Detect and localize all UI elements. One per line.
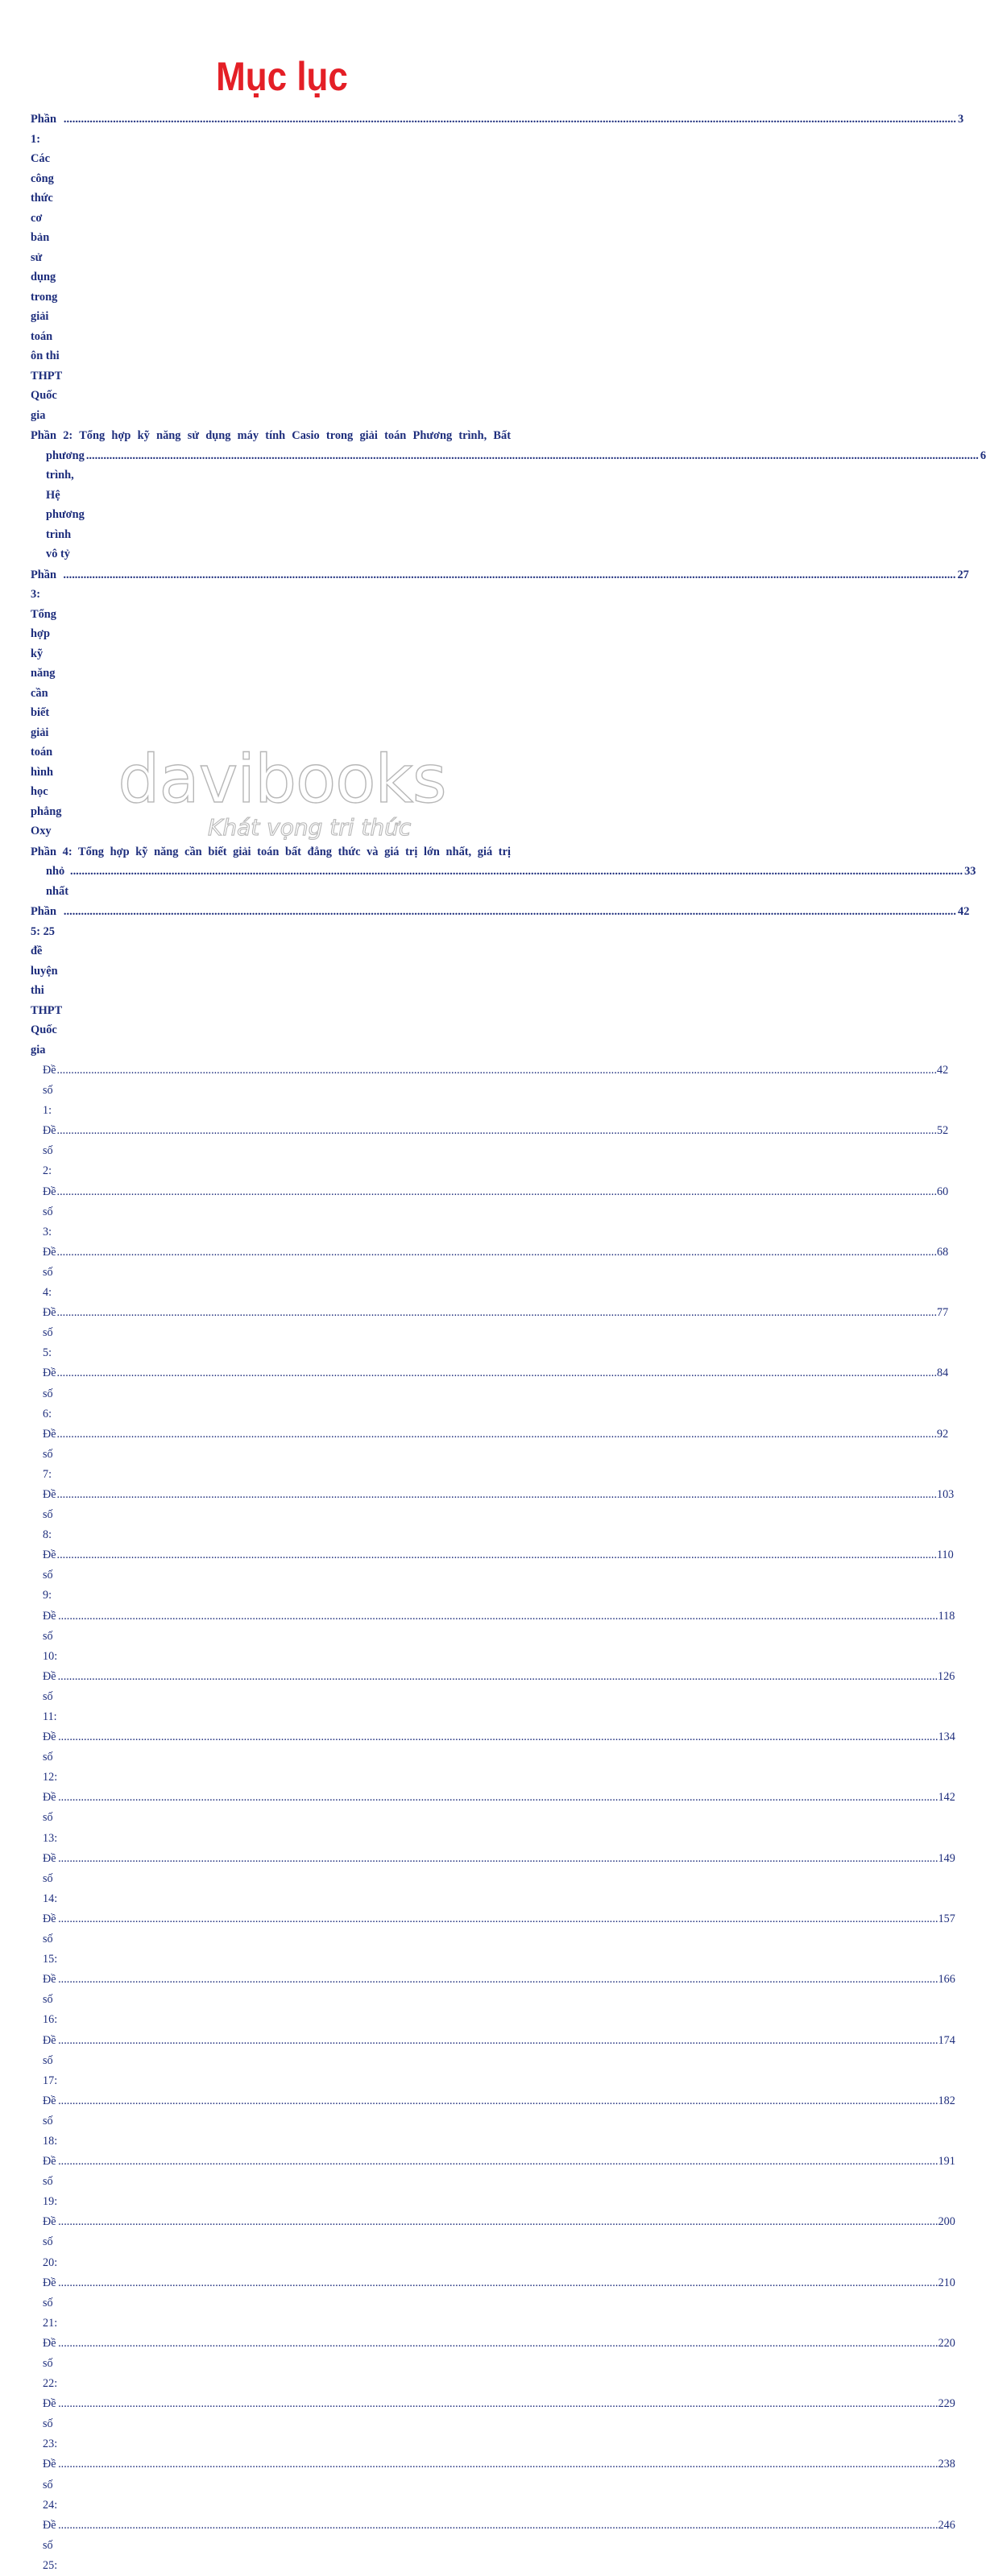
watermark-brand: davibooks <box>118 742 446 818</box>
toc-exam-entry[interactable] <box>31 2394 955 2454</box>
toc-page-number: 110 <box>936 1548 954 1562</box>
toc-exam-entry[interactable] <box>31 1061 949 1121</box>
toc-exam-entry[interactable] <box>31 2152 955 2212</box>
toc-exam-entry[interactable] <box>31 1424 949 1485</box>
toc-page-number: 6 <box>980 449 986 462</box>
dot-leader <box>58 2394 938 2414</box>
dot-leader <box>57 1303 937 1323</box>
toc-page-number: 118 <box>938 1609 955 1623</box>
toc-part-title-continued: phương trình, Hệ phương trình vô tỷ <box>46 449 85 560</box>
toc-exam-entry[interactable] <box>31 1727 955 1788</box>
dot-leader <box>70 862 963 882</box>
toc-page-number: 149 <box>938 1851 955 1865</box>
toc-page-number: 126 <box>938 1669 955 1683</box>
toc-page-number: 84 <box>936 1367 949 1380</box>
toc-exam-entry[interactable] <box>31 1303 949 1363</box>
exam-label: Đề số 16: <box>43 1973 58 2027</box>
exam-label: Đề số 14: <box>43 1851 58 1905</box>
toc-page-number: 246 <box>938 2518 955 2532</box>
toc-page-number: 27 <box>957 568 969 581</box>
toc-exam-entry[interactable] <box>31 1606 955 1667</box>
dot-leader <box>63 565 955 585</box>
toc-page-number: 157 <box>938 1912 955 1925</box>
dot-leader <box>58 2212 938 2232</box>
toc-page-number: 182 <box>938 2094 955 2107</box>
toc-page-number: 210 <box>938 2276 955 2289</box>
toc-page-number: 103 <box>936 1487 955 1501</box>
dot-leader <box>57 1121 937 1141</box>
toc-page-number: 77 <box>936 1306 949 1320</box>
toc-page-number: 174 <box>938 2033 955 2047</box>
toc-exam-entry[interactable] <box>31 2031 955 2091</box>
dot-leader <box>58 2152 938 2172</box>
dot-leader <box>58 2334 938 2354</box>
toc-page-number: 3 <box>958 113 964 126</box>
toc-exam-entry[interactable] <box>31 2212 955 2272</box>
exam-label: Đề số 18: <box>43 2094 58 2148</box>
exam-label: Đề số 20: <box>43 2215 58 2269</box>
toc-exam-entry[interactable] <box>31 2516 955 2576</box>
toc-exam-entry[interactable] <box>31 1849 955 1909</box>
dot-leader <box>58 2454 938 2475</box>
toc-page-number: 33 <box>964 865 976 878</box>
dot-leader <box>57 1485 937 1505</box>
toc-page-number: 42 <box>936 1064 949 1077</box>
exam-label: Đề số 19: <box>43 2155 58 2209</box>
toc-part-1[interactable] <box>31 110 964 425</box>
toc-page-number: 68 <box>936 1245 949 1259</box>
exam-label: Đề số 1: <box>43 1064 56 1118</box>
dot-leader <box>58 1788 938 1808</box>
toc-line <box>31 862 976 901</box>
toc-page-number: 142 <box>938 1791 955 1805</box>
exam-label: Đề số 22: <box>43 2336 58 2391</box>
exam-label: Đề số 6: <box>43 1367 56 1420</box>
dot-leader <box>58 2516 938 2536</box>
dot-leader <box>58 1970 938 1990</box>
toc-page-number: 134 <box>938 1730 955 1744</box>
toc-page-number: 220 <box>938 2336 955 2350</box>
toc-part-2[interactable] <box>31 426 986 564</box>
toc-exam-entry[interactable] <box>31 2273 955 2334</box>
toc-exam-entry[interactable] <box>31 2091 955 2152</box>
toc-part-title-continued: nhỏ nhất <box>46 865 68 898</box>
toc-exam-entry[interactable] <box>31 1182 949 1243</box>
toc-exam-entry[interactable] <box>31 1788 955 1848</box>
toc-page-number: 92 <box>936 1427 949 1441</box>
dot-leader <box>57 1243 937 1263</box>
dot-leader <box>58 1667 938 1687</box>
dot-leader <box>58 1606 938 1627</box>
exam-label: Đề số 15: <box>43 1912 58 1966</box>
toc-page-number: 191 <box>938 2155 955 2169</box>
exam-label: Đề số 24: <box>43 2458 58 2512</box>
exam-label: Đề số 12: <box>43 1730 58 1784</box>
exam-label: Đề số 2: <box>43 1124 56 1178</box>
dot-leader <box>64 902 956 922</box>
table-of-contents <box>31 110 986 2576</box>
toc-line <box>31 446 986 564</box>
toc-page-number: 42 <box>958 905 970 918</box>
dot-leader <box>57 1363 937 1383</box>
watermark-slogan: Khát vọng tri thức <box>208 814 412 841</box>
exam-label: Đề số 25: <box>43 2518 58 2572</box>
exam-label: Đề số 10: <box>43 1609 58 1663</box>
dot-leader <box>58 1849 938 1869</box>
toc-page-number: 229 <box>938 2397 955 2411</box>
exam-label: Đề số 8: <box>43 1487 56 1542</box>
toc-part-4[interactable] <box>31 842 976 902</box>
toc-part-title: Phần 2: Tổng hợp kỹ năng sử dụng máy tính Casio trong giải toán Phương trình, Bất <box>31 429 511 442</box>
toc-page-number: 200 <box>938 2215 955 2229</box>
exam-label: Đề số 4: <box>43 1245 56 1300</box>
dot-leader <box>58 1727 938 1747</box>
exam-label: Đề số 3: <box>43 1185 56 1238</box>
toc-page-number: 60 <box>936 1185 949 1198</box>
toc-exam-entry[interactable] <box>31 1970 955 2030</box>
exam-label: Đề số 7: <box>43 1427 56 1481</box>
toc-part-title: Phần 3: Tổng hợp kỹ năng cần biết giải toán hình học phẳng Oxy <box>31 568 62 837</box>
toc-part-title: Phần 4: Tổng hợp kỹ năng cần biết giải toán bất đẳng thức và giá trị lớn nhất, giá trị <box>31 845 511 858</box>
toc-exam-entry[interactable] <box>31 2454 955 2515</box>
page-title: Mục lục <box>216 54 348 99</box>
toc-exam-entry[interactable] <box>31 1243 949 1303</box>
exam-label: Đề số 23: <box>43 2397 58 2451</box>
toc-page-number: 166 <box>938 1973 955 1987</box>
toc-exam-entry[interactable] <box>31 2334 955 2394</box>
exam-label: Đề số 9: <box>43 1548 56 1602</box>
toc-exam-entry[interactable] <box>31 1545 954 1606</box>
exam-label: Đề số 21: <box>43 2276 58 2330</box>
toc-exam-entry[interactable] <box>31 1667 955 1727</box>
exam-label: Đề số 11: <box>43 1669 57 1723</box>
toc-exam-entry[interactable] <box>31 1485 955 1545</box>
toc-exam-entry[interactable] <box>31 1363 949 1424</box>
dot-leader <box>57 1061 937 1081</box>
dot-leader <box>58 1909 938 1929</box>
toc-line <box>31 902 970 1060</box>
toc-part-title: Phần 5: 25 đề luyện thi THPT Quốc gia <box>31 905 62 1056</box>
dot-leader <box>64 110 956 130</box>
dot-leader <box>57 1424 937 1445</box>
toc-page-number: 52 <box>936 1124 949 1138</box>
exam-list <box>31 1061 955 2576</box>
toc-page-number: 238 <box>938 2458 955 2471</box>
exam-label: Đề số 17: <box>43 2033 58 2087</box>
dot-leader <box>86 446 979 466</box>
exam-label: Đề số 13: <box>43 1791 58 1845</box>
exam-label: Đề số 5: <box>43 1306 56 1360</box>
toc-line <box>31 110 964 425</box>
toc-exam-entry[interactable] <box>31 1909 955 1970</box>
dot-leader <box>57 1182 937 1202</box>
dot-leader <box>58 2031 938 2051</box>
dot-leader <box>58 2273 938 2293</box>
toc-part-5[interactable] <box>31 902 970 1060</box>
dot-leader <box>58 2091 938 2111</box>
toc-part-title: Phần 1: Các công thức cơ bản sử dụng trong giải toán ôn thi THPT Quốc gia <box>31 113 62 422</box>
toc-exam-entry[interactable] <box>31 1121 949 1181</box>
dot-leader <box>57 1545 937 1565</box>
